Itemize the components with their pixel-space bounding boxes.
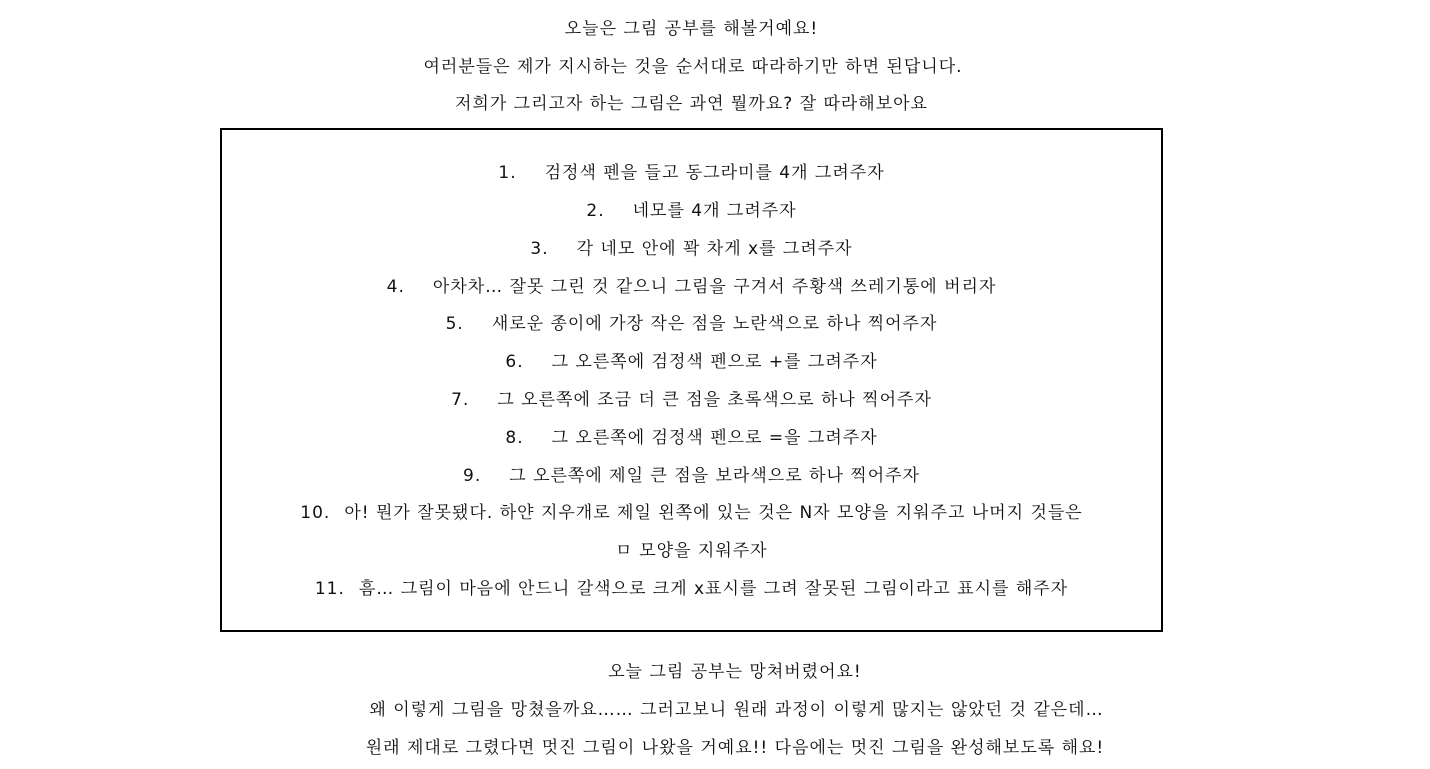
step-number: 3. <box>530 239 549 259</box>
step-number: 8. <box>505 428 524 448</box>
step-6 <box>222 352 1161 372</box>
step-10-continued <box>222 541 1161 561</box>
step-text: 아차차… 잘못 그린 것 같으니 그림을 구겨서 주황색 쓰레기통에 버리자 <box>432 277 997 297</box>
step-number: 2. <box>586 201 605 221</box>
step-number: 10. <box>300 503 331 523</box>
step-number: 1. <box>498 163 517 183</box>
step-8 <box>222 428 1161 448</box>
step-text: 새로운 종이에 가장 작은 점을 노란색으로 하나 찍어주자 <box>491 314 938 334</box>
step-5 <box>222 314 1161 334</box>
outro-line-2: 왜 이렇게 그림을 망쳤을까요…… 그러고보니 원래 과정이 이렇게 많지는 않았던 것 같은데… <box>369 700 1104 720</box>
instructions-box <box>220 128 1163 632</box>
step-text: 네모를 4개 그려주자 <box>632 201 797 221</box>
step-number: 4. <box>386 277 405 297</box>
step-number: 9. <box>463 466 482 486</box>
step-3 <box>222 239 1161 259</box>
intro-line-2: 여러분들은 제가 지시하는 것을 순서대로 따라하기만 하면 된답니다. <box>423 57 963 77</box>
step-4 <box>222 277 1161 297</box>
step-text: 아! 뭔가 잘못됐다. 하얀 지우개로 제일 왼쪽에 있는 것은 N자 모양을 지워주고 나머지 것들은 <box>344 503 1083 523</box>
step-number: 6. <box>505 352 524 372</box>
outro-line-1: 오늘 그림 공부는 망쳐버렸어요! <box>608 662 862 682</box>
intro-line-3: 저희가 그리고자 하는 그림은 과연 뭘까요? 잘 따라해보아요 <box>455 94 928 114</box>
step-text: 흠… 그림이 마음에 안드니 갈색으로 크게 x표시를 그려 잘못된 그림이라고 표시를 해주자 <box>358 579 1069 599</box>
step-number: 7. <box>451 390 470 410</box>
outro-line-3: 원래 제대로 그렸다면 멋진 그림이 나왔을 거예요!! 다음에는 멋진 그림을 완성해보도록 해요! <box>365 738 1105 758</box>
step-text: 그 오른쪽에 검정색 펜으로 +를 그려주자 <box>551 352 878 372</box>
step-text: ㅁ 모양을 지워주자 <box>615 541 768 561</box>
step-text: 각 네모 안에 꽉 차게 x를 그려주자 <box>576 239 853 259</box>
step-11 <box>222 579 1161 599</box>
step-9 <box>222 466 1161 486</box>
intro-line-1: 오늘은 그림 공부를 해볼거예요! <box>564 19 819 39</box>
step-number: 5. <box>445 314 464 334</box>
step-text: 그 오른쪽에 검정색 펜으로 =을 그려주자 <box>551 428 878 448</box>
step-2 <box>222 201 1161 221</box>
step-number: 11. <box>314 579 345 599</box>
step-10 <box>222 503 1161 523</box>
step-text: 그 오른쪽에 제일 큰 점을 보라색으로 하나 찍어주자 <box>509 466 920 486</box>
step-text: 검정색 펜을 들고 동그라미를 4개 그려주자 <box>544 163 885 183</box>
step-7 <box>222 390 1161 410</box>
step-text: 그 오른쪽에 조금 더 큰 점을 초록색으로 하나 찍어주자 <box>497 390 932 410</box>
step-1 <box>222 163 1161 183</box>
